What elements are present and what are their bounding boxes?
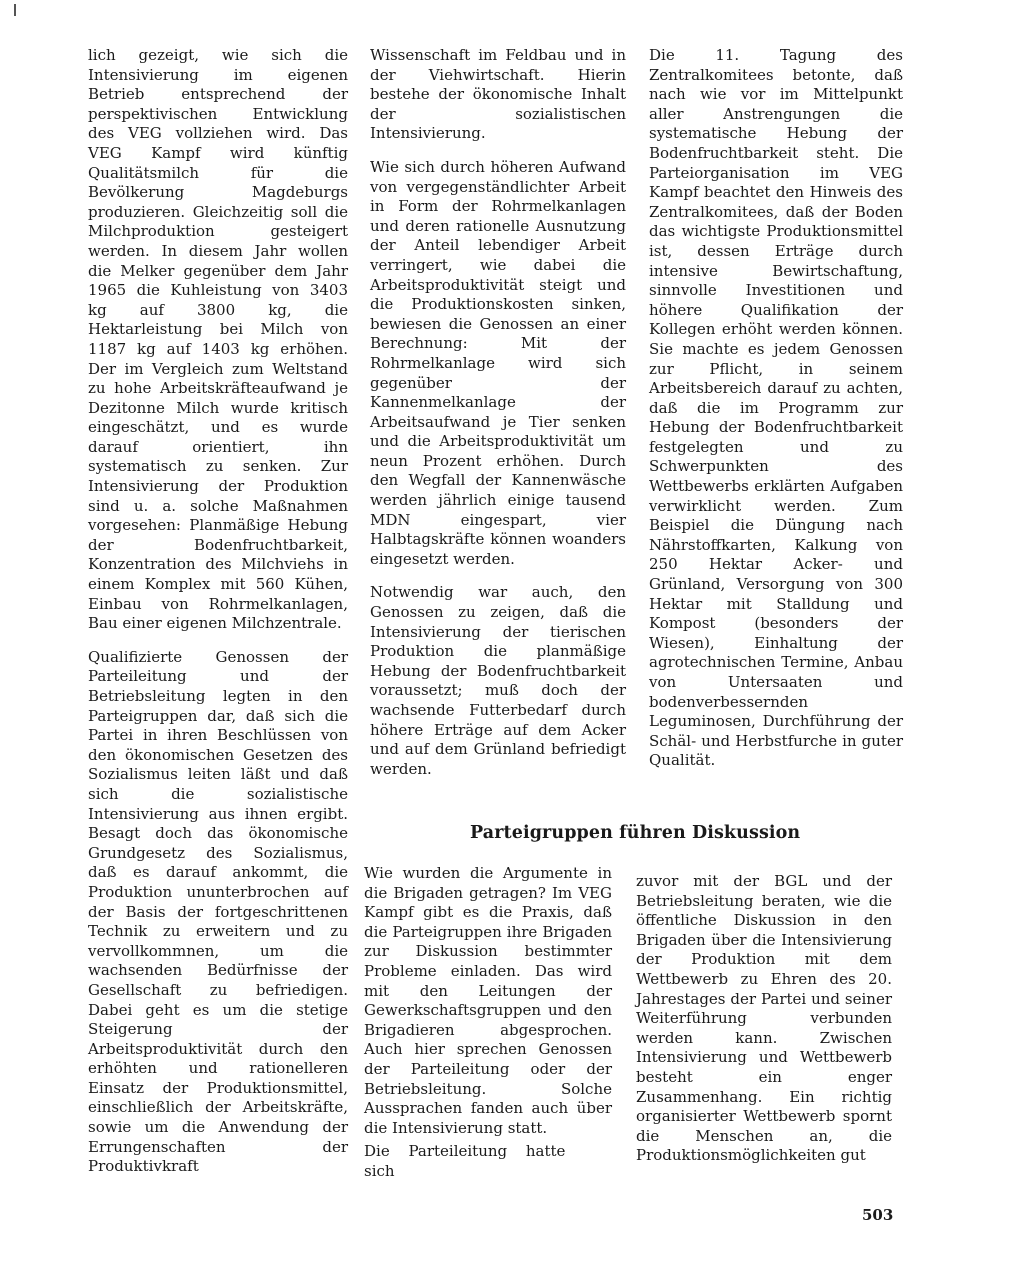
text-column-2 — [370, 46, 626, 793]
text-column-5 — [636, 872, 892, 1180]
paragraph: Die Parteileitung hatte sich — [364, 1142, 566, 1180]
page-number: 503 — [862, 1206, 894, 1224]
paragraph: Wissenschaft im Feldbau und in der Viehwirtschaft. Hierin bestehe der ökonomische Inhalt der sozialistischen Intensivierung. — [370, 46, 626, 143]
text-column-1 — [88, 46, 348, 1191]
paragraph: Die 11. Tagung des Zentralkomitees betonte, daß nach wie vor im Mittelpunkt aller Anstrengungen die systematische Hebung der Bodenfruchtbarkeit steht. Die Parteiorganisation im VEG Kampf beachtet den Hinweis des Zentralkomitees, daß der Boden das wichtigste Produktionsmittel ist, dessen Erträge durch intensive Bewirtschaftung, sinnvolle Investitionen und höhere Qualifikation der Kollegen erhöht werden können. Sie machte es jedem Genossen zur Pflicht, in seinem Arbeitsbereich darauf zu achten, daß die im Programm zur Hebung der Bodenfruchtbarkeit festgelegten und zu Schwerpunkten des Wettbewerbs erklärten Aufgaben verwirklicht werden. Zum Beispiel die Düngung nach Nährstoffkarten, Kalkung von 250 Hektar Acker- und Grünland, Versorgung von 300 Hektar mit Stalldung und Kompost (besonders der Wiesen), Einhaltung der agrotechnischen Termine, Anbau von Untersaaten und bodenverbessernden Leguminosen, Durchführung der Schäl- und Herbstfurche in guter Qualität. — [649, 46, 903, 770]
paragraph: Qualifizierte Genossen der Parteileitung und der Betriebsleitung legten in den Parteigruppen dar, daß sich die Partei in ihren Beschlüssen von den ökonomischen Gesetzen des Sozialismus leiten läßt und daß sich die sozialistische Intensivierung aus ihnen ergibt. Besagt doch das ökonomische Grundgesetz des Sozialismus, daß es darauf ankommt, die Produktion ununterbrochen auf der Basis der fortgeschrittenen Technik zu erweitern und zu vervollkommnen, um die wachsenden Bedürfnisse der Gesellschaft zu befriedigen. Dabei geht es um die stetige Steigerung der Arbeitsproduktivität durch den erhöhten und rationelleren Einsatz der Produktionsmittel, einschließlich der Arbeitskräfte, sowie um die Anwendung der Errungenschaften der Produktivkraft — [88, 647, 348, 1176]
margin-mark — [14, 4, 16, 16]
paragraph: zuvor mit der BGL und der Betriebsleitung beraten, wie die öffentliche Diskussion in den Brigaden über die Intensivierung der Produktion mit dem Wettbewerb zu Ehren des 20. Jahrestages der Partei und seiner Weiterführung verbunden werden kann. Zwischen Intensivierung und Wettbewerb besteht ein enger Zusammenhang. Ein richtig organisierter Wettbewerb spornt die Menschen an, die Produktionsmöglichkeiten gut — [636, 872, 892, 1165]
paragraph: Notwendig war auch, den Genossen zu zeigen, daß die Intensivierung der tierischen Produktion die planmäßige Hebung der Bodenfruchtbarkeit voraussetzt; muß doch der wachsende Futterbedarf durch höhere Erträge auf dem Acker und auf dem Grünland befriedigt werden. — [370, 583, 626, 778]
paragraph: Wie wurden die Argumente in die Brigaden getragen? Im VEG Kampf gibt es die Praxis, daß die Parteigruppen ihre Brigaden zur Diskussion bestimmter Probleme einladen. Das wird mit den Leitungen der Gewerkschaftsgruppen und den Brigadieren abgesprochen. Auch hier sprechen Genossen der Parteileitung oder der Betriebsleitung. Solche Aussprachen fanden auch über die Intensivierung statt. — [364, 864, 612, 1137]
paragraph: Wie sich durch höheren Aufwand von vergegenständlichter Arbeit in Form der Rohrmelkanlagen und deren rationelle Ausnutzung der Anteil lebendiger Arbeit verringert, wie dabei die Arbeitsproduktivität steigt und die Produktionskosten sinken, bewiesen die Genossen an einer Berechnung: Mit der Rohrmelkanlage wird sich gegenüber der Kannenmelkanlage der Arbeitsaufwand je Tier senken und die Arbeitsproduktivität um neun Prozent erhöhen. Durch den Wegfall der Kannenwäsche werden jährlich einige tausend MDN eingespart, vier Halbtagskräfte können woanders eingesetzt werden. — [370, 157, 626, 568]
paragraph: lich gezeigt, wie sich die Intensivierung im eigenen Betrieb entsprechend der perspektivischen Entwicklung des VEG vollziehen wird. Das VEG Kampf wird künftig Qualitätsmilch für die Bevölkerung Magdeburgs produzieren. Gleichzeitig soll die Milchproduktion gesteigert werden. In diesem Jahr wollen die Melker gegenüber dem Jahr 1965 die Kuhleistung von 3403 kg auf 3800 kg, die Hektarleistung bei Milch von 1187 kg auf 1403 kg erhöhen. Der im Vergleich zum Weltstand zu hohe Arbeitskräfteaufwand je Dezitonne Milch wurde kritisch eingeschätzt, und es wurde darauf orientiert, ihn systematisch zu senken. Zur Intensivierung der Produktion sind u. a. solche Maßnahmen vorgesehen: Planmäßige Hebung der Bodenfruchtbarkeit, Konzentration des Milchviehs in einem Komplex mit 560 Kühen, Einbau von Rohrmelkanlagen, Bau einer eigenen Milchzentrale. — [88, 46, 348, 633]
text-column-3 — [649, 46, 903, 785]
text-column-4 — [364, 864, 612, 1196]
section-heading: Parteigruppen führen Diskussion — [470, 823, 801, 843]
